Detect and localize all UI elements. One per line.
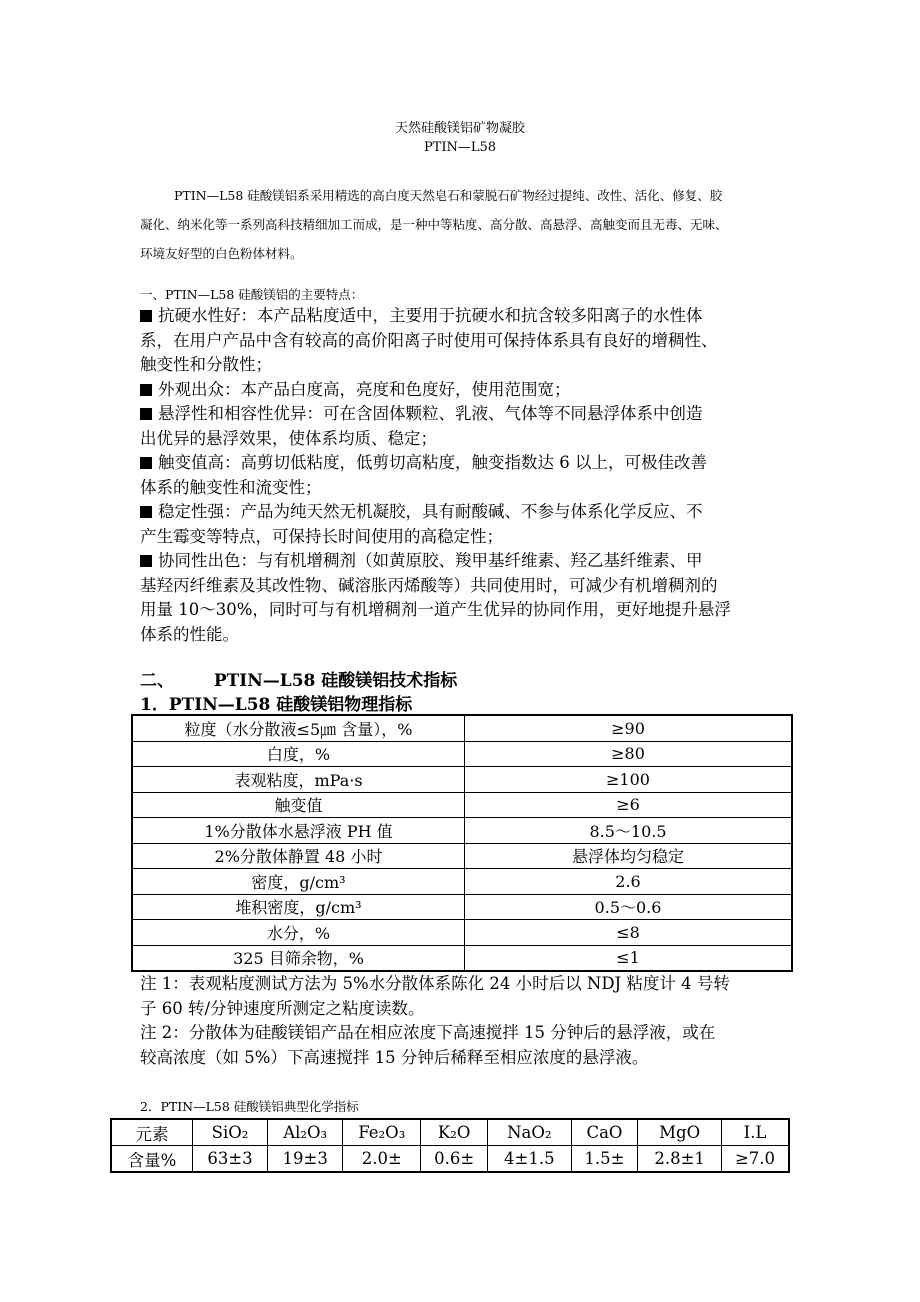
chem-value-cell: 19±3: [268, 1146, 343, 1173]
doc-title: 天然硅酸镁铝矿物凝胶: [394, 121, 525, 136]
spec-value-cell: ≤1: [465, 945, 793, 971]
bullet-square-icon: [140, 408, 152, 420]
spec-name-cell: 触变值: [132, 792, 465, 818]
table-row: [132, 767, 792, 793]
spec-name-cell: 表观粘度，mPa·s: [132, 767, 465, 793]
chem-value-cell: 含量%: [111, 1146, 192, 1173]
chem-header-cell: SiO₂: [192, 1119, 267, 1146]
feature-item: [140, 500, 790, 549]
intro-line: PTIN—L58 硅酸镁铝系采用精选的高白度天然皂石和蒙脱石矿物经过提纯、改性、活化、修复、胶: [174, 188, 723, 203]
bullet-square-icon: [140, 384, 152, 396]
table-row: [132, 945, 792, 971]
note-line: 注 1：表观粘度测试方法为 5%水分散体系陈化 24 小时后以 NDJ 粘度计 4 号转: [140, 974, 730, 993]
chem-value-cell: 63±3: [192, 1146, 267, 1173]
feature-line: 抗硬水性好：本产品粘度适中，主要用于抗硬水和抗含较多阳离子的水性体: [158, 306, 703, 325]
chem-value-row: [111, 1146, 789, 1173]
chem-header-cell: MgO: [638, 1119, 722, 1146]
chem-value-cell: ≥7.0: [721, 1146, 789, 1173]
feature-line: 触变值高：高剪切低粘度，低剪切高粘度，触变指数达 6 以上，可极佳改善: [158, 453, 707, 472]
chem-value-cell: 0.6±: [421, 1146, 488, 1173]
feature-line: 用量 10～30%，同时可与有机增稠剂一道产生优异的协同作用，更好地提升悬浮: [140, 600, 731, 619]
spec-name-cell: 堆积密度，g/cm³: [132, 894, 465, 920]
chem-value-cell: 2.8±1: [638, 1146, 722, 1173]
feature-line: 体系的性能。: [140, 624, 239, 644]
chem-header-cell: Al₂O₃: [268, 1119, 343, 1146]
spec-name-cell: 325 目筛余物，%: [132, 945, 465, 971]
chem-header-cell: NaO₂: [487, 1119, 571, 1146]
table-row: [132, 894, 792, 920]
notes: [140, 972, 790, 1070]
feature-item: [140, 451, 790, 500]
feature-line: 系，在用户产品中含有较高的高价阳离子时使用可保持体系具有良好的增稠性、: [140, 330, 718, 350]
spec-value-cell: 0.5～0.6: [465, 894, 793, 920]
spec-name-cell: 密度，g/cm³: [132, 869, 465, 895]
feature-line: 稳定性强：产品为纯天然无机凝胶，具有耐酸碱、不参与体系化学反应、不: [158, 502, 703, 521]
spec-value-cell: ≥6: [465, 792, 793, 818]
spec-name-cell: 水分，%: [132, 920, 465, 946]
spec-value-cell: ≥80: [465, 741, 793, 767]
feature-item: [140, 402, 790, 451]
feature-line: 协同性出色：与有机增稠剂（如黄原胶、羧甲基纤维素、羟乙基纤维素、甲: [158, 551, 703, 570]
table-row: [132, 715, 792, 741]
spec-value-cell: ≥90: [465, 715, 793, 741]
feature-line: 触变性和分散性；: [140, 355, 272, 374]
chem-header-row: [111, 1119, 789, 1146]
spec-name-cell: 粒度（水分散液≤5㎛ 含量），%: [132, 715, 465, 741]
table-row: [132, 792, 792, 818]
feature-line: 悬浮性和相容性优异：可在含固体颗粒、乳液、气体等不同悬浮体系中创造: [158, 404, 703, 423]
spec-value-cell: 悬浮体均匀稳定: [465, 843, 793, 869]
table-row: [132, 920, 792, 946]
spec-name-cell: 白度，%: [132, 741, 465, 767]
physical-spec-table: [131, 714, 793, 972]
feature-item: [140, 304, 790, 378]
table-row: [132, 818, 792, 844]
spec-value-cell: 8.5～10.5: [465, 818, 793, 844]
section2-title: PTIN—L58 硅酸镁铝技术指标: [213, 671, 458, 691]
chem-header-cell: 元素: [111, 1119, 192, 1146]
intro-paragraph: [140, 181, 785, 268]
intro-line: 环境友好型的白色粉体材料。: [140, 246, 303, 261]
table-row: [132, 843, 792, 869]
features-list: [140, 304, 790, 647]
feature-line: 体系的触变性和流变性；: [140, 477, 322, 497]
sub2-heading: 2．PTIN—L58 硅酸镁铝典型化学指标: [140, 1099, 359, 1114]
table-row: [132, 741, 792, 767]
feature-line: 基羟丙纤维素及其改性物、碱溶胀丙烯酸等）共同使用时，可减少有机增稠剂的: [140, 575, 718, 595]
section1-heading: 一、PTIN—L58 硅酸镁铝的主要特点：: [140, 287, 364, 302]
spec-name-cell: 1%分散体水悬浮液 PH 值: [132, 818, 465, 844]
note-line: 注 2：分散体为硅酸镁铝产品在相应浓度下高速搅拌 15 分钟后的悬浮液，或在: [140, 1023, 716, 1042]
bullet-square-icon: [140, 457, 152, 469]
note-line: 较高浓度（如 5%）下高速搅拌 15 分钟后稀释至相应浓度的悬浮液。: [140, 1047, 649, 1067]
chemical-spec-table: [110, 1118, 790, 1173]
feature-line: 产生霉变等特点，可保持长时间使用的高稳定性；: [140, 526, 503, 546]
feature-item: [140, 549, 790, 647]
intro-line: 凝化、纳米化等一系列高科技精细加工而成，是一种中等粘度、高分散、高悬浮、高触变而且无毒、无味、: [140, 217, 728, 232]
chem-value-cell: 1.5±: [571, 1146, 638, 1173]
section2-number: 二、: [140, 671, 174, 691]
note-line: 子 60 转/分钟速度所测定之粘度读数。: [140, 998, 425, 1018]
feature-line: 出优异的悬浮效果，使体系均质、稳定；: [140, 428, 437, 448]
feature-line: 外观出众：本产品白度高，亮度和色度好，使用范围宽；: [158, 379, 571, 399]
spec-name-cell: 2%分散体静置 48 小时: [132, 843, 465, 869]
chem-header-cell: I.L: [721, 1119, 789, 1146]
table-row: [132, 869, 792, 895]
spec-value-cell: 2.6: [465, 869, 793, 895]
chem-value-cell: 2.0±: [343, 1146, 421, 1173]
chem-value-cell: 4±1.5: [487, 1146, 571, 1173]
section2-heading: [140, 666, 457, 691]
bullet-square-icon: [140, 310, 152, 322]
chem-header-cell: Fe₂O₃: [343, 1119, 421, 1146]
bullet-square-icon: [140, 506, 152, 518]
bullet-square-icon: [140, 555, 152, 567]
spec-value-cell: ≥100: [465, 767, 793, 793]
feature-item: [140, 378, 790, 403]
spec-value-cell: ≤8: [465, 920, 793, 946]
chem-header-cell: K₂O: [421, 1119, 488, 1146]
doc-subtitle: PTIN—L58: [423, 140, 497, 155]
sub1-heading: 1．PTIN—L58 硅酸镁铝物理指标: [140, 695, 413, 715]
chem-header-cell: CaO: [571, 1119, 638, 1146]
